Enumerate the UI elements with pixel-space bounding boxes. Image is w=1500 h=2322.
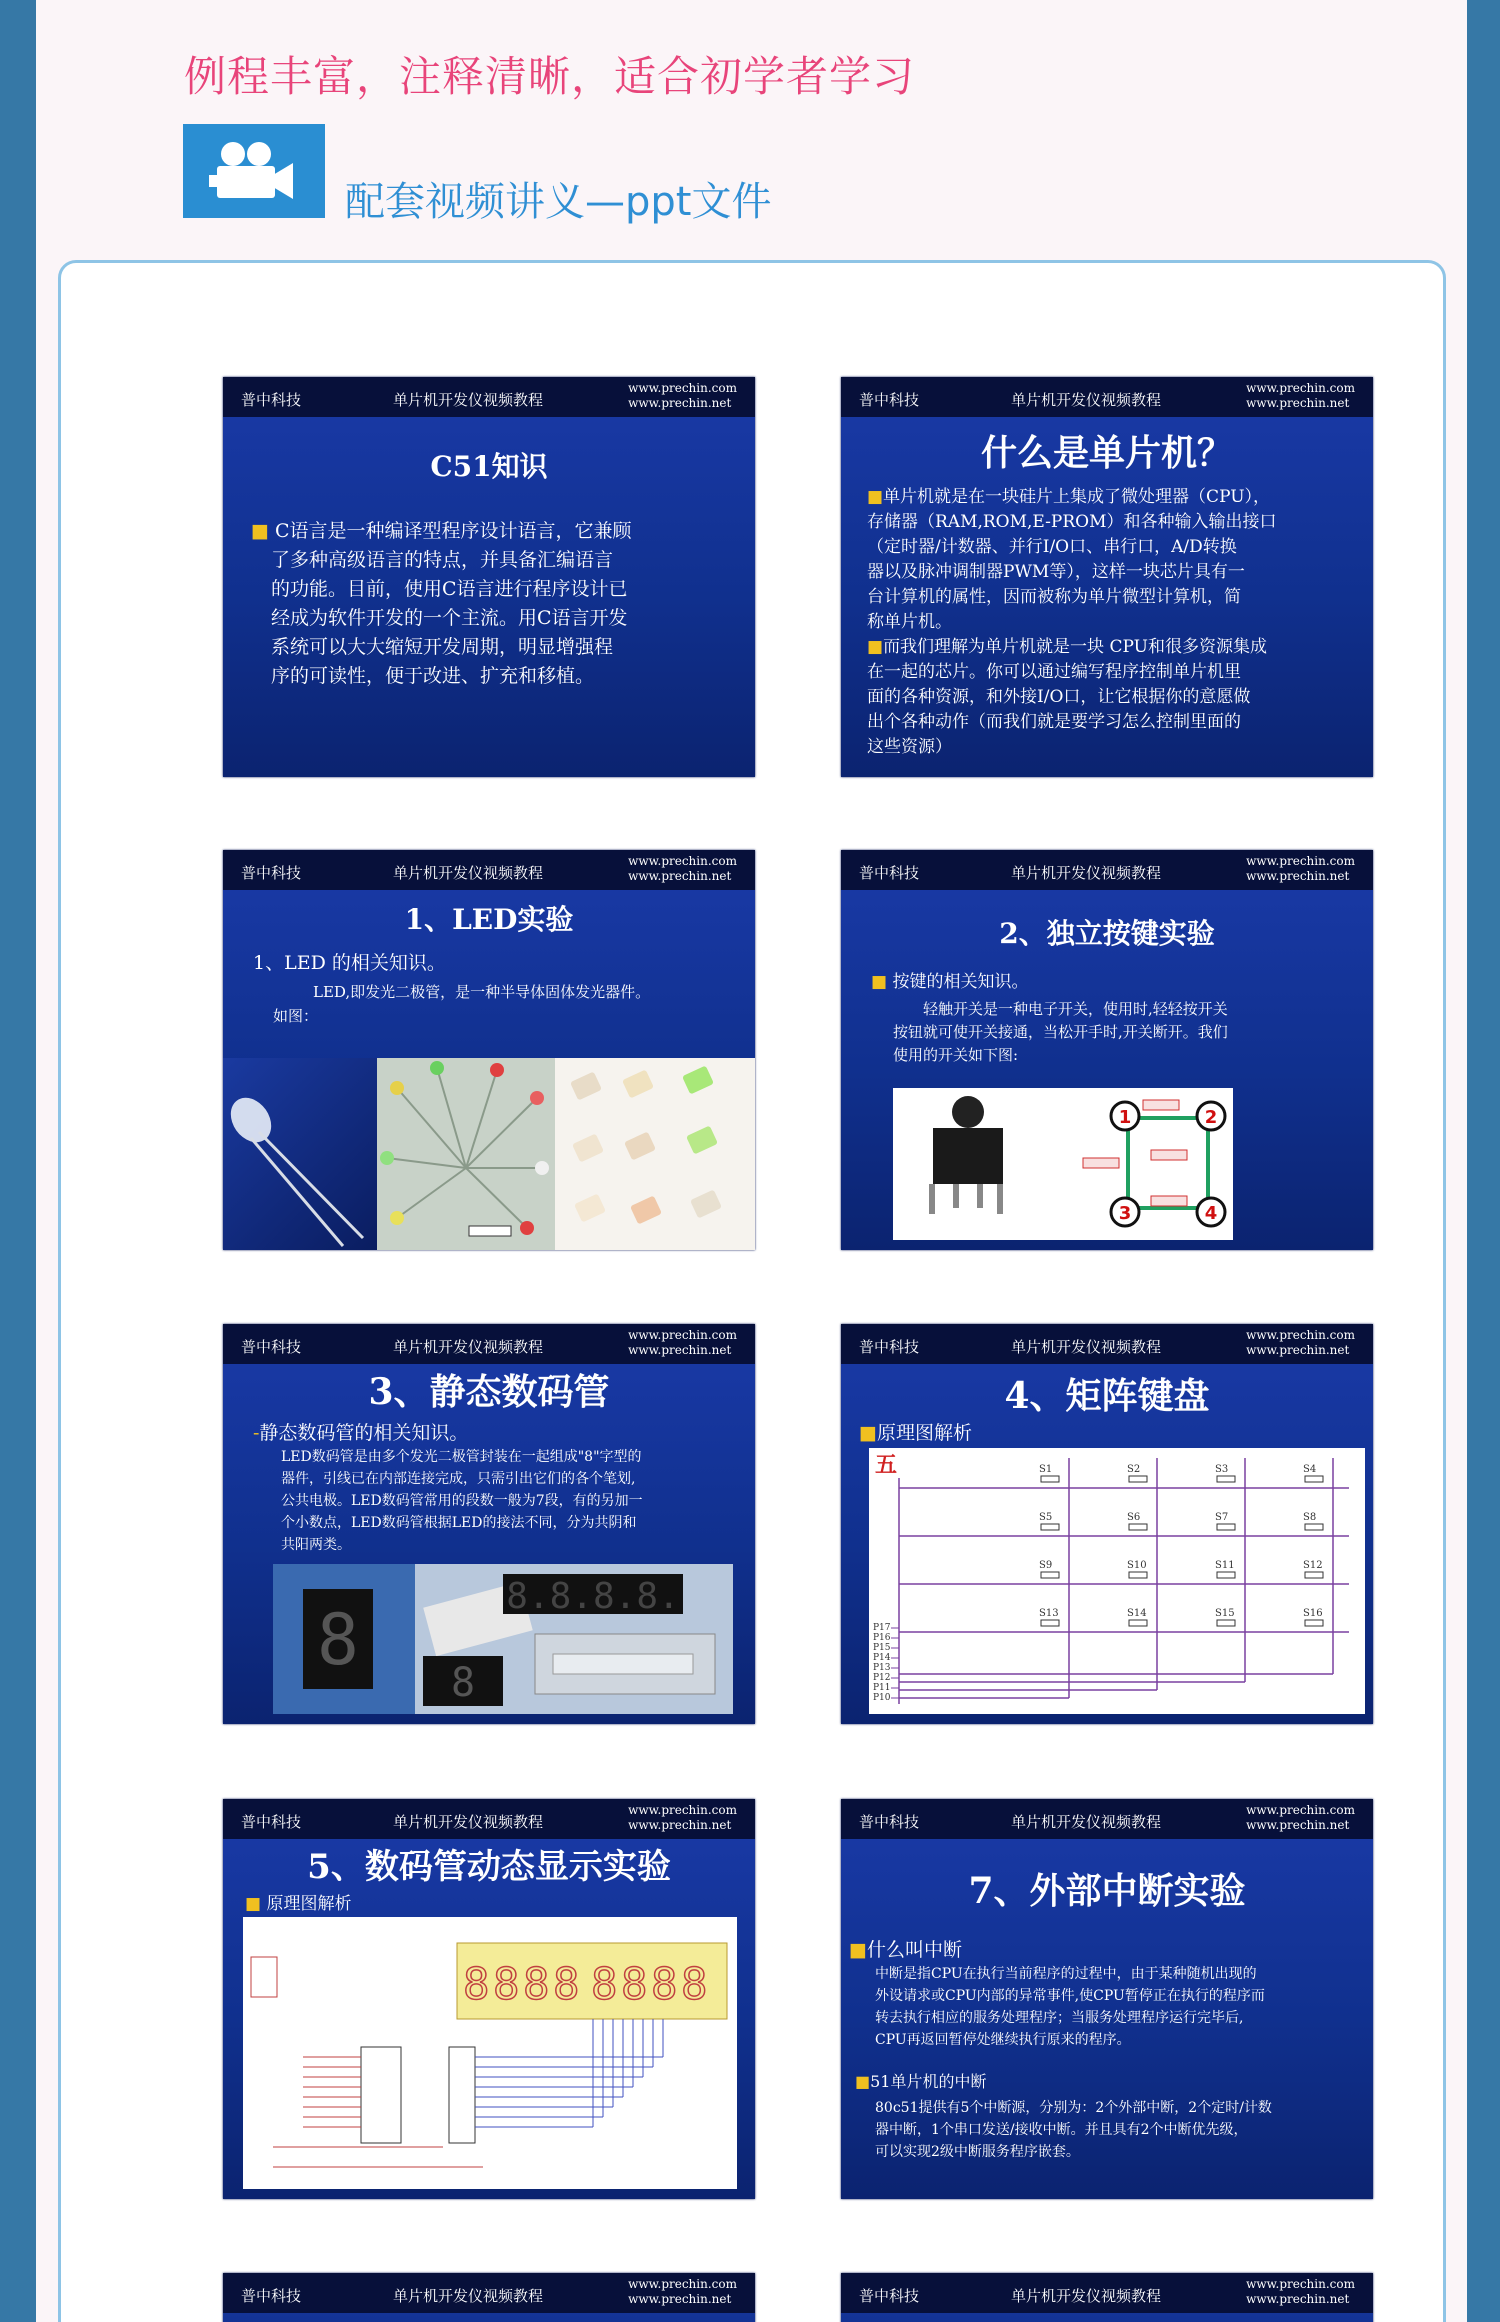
- slide-url: www.prechin.com www.prechin.net: [1246, 854, 1355, 883]
- seg-photo: [273, 1564, 733, 1714]
- slide-url: www.prechin.com www.prechin.net: [628, 1328, 737, 1357]
- slide-body: ■ C语言是一种编译型程序设计语言，它兼顾 了多种高级语言的特点，并具备汇编语言 的功能。目前，使用C语言进行程序设计已 经成为软件开发的一个主流。用C语言开发 系统可以大大缩短开发周期，明显增强程 序的可读性，便于改进、扩充和移植。: [251, 520, 632, 687]
- slide-course: 单片机开发仪视频教程: [393, 2287, 544, 2305]
- slide-header: [841, 1799, 1373, 1839]
- pin-label: P11: [873, 1683, 891, 1693]
- switch-label: S3: [1215, 1464, 1229, 1475]
- slide-title: 什么是单片机？: [980, 432, 1233, 474]
- switch-label: S13: [1039, 1608, 1059, 1619]
- slide-static-seg: [223, 1324, 755, 1724]
- slide-url: www.prechin.com www.prechin.net: [1246, 381, 1355, 410]
- svg-text:8: 8: [553, 1959, 580, 2010]
- switch-symbol: [1041, 1620, 1059, 1626]
- switch-label: S4: [1303, 1464, 1317, 1475]
- slide-brand: 普中科技: [859, 391, 920, 409]
- switch-symbol: [1305, 1476, 1323, 1482]
- slide-brand: 普中科技: [241, 391, 302, 409]
- slide-brand: 普中科技: [859, 1813, 920, 1831]
- slide-url: www.prechin.com www.prechin.net: [628, 854, 737, 883]
- slide-subtitle-1: ■什么叫中断: [849, 1939, 962, 1961]
- switch-symbol: [1129, 1476, 1147, 1482]
- pin-label: P10: [873, 1693, 891, 1703]
- slide-title: 1、LED实验: [404, 903, 574, 936]
- slide-url: www.prechin.com www.prechin.net: [1246, 1803, 1355, 1832]
- slide-header: [223, 1324, 755, 1364]
- slide-header: [841, 850, 1373, 890]
- slide-dynamic-seg: [223, 1799, 755, 2199]
- pin-label: P14: [873, 1653, 891, 1663]
- switch-symbol: [1217, 1476, 1235, 1482]
- slide-header: [223, 1799, 755, 1839]
- svg-text:8: 8: [591, 1959, 618, 2010]
- switch-label: S11: [1215, 1560, 1235, 1571]
- switch-symbol: [1129, 1524, 1147, 1530]
- slide-header: [841, 1324, 1373, 1364]
- led-photo-single: [223, 1058, 377, 1250]
- slide-matrix-key: [841, 1324, 1373, 1724]
- svg-text:2: 2: [1204, 1107, 1218, 1128]
- svg-text:8: 8: [621, 1959, 648, 2010]
- svg-text:3: 3: [1118, 1203, 1132, 1224]
- pin-label: P17: [873, 1623, 891, 1633]
- svg-text:8: 8: [681, 1959, 708, 2010]
- pin-label: P15: [873, 1643, 891, 1653]
- slide-interrupt: [841, 1799, 1373, 2199]
- switch-symbol: [1041, 1524, 1059, 1530]
- pin-label: P16: [873, 1633, 891, 1643]
- slide-title: 3、静态数码管: [368, 1371, 610, 1413]
- dynamic-seg-schematic: [243, 1917, 737, 2189]
- switch-label: S2: [1127, 1464, 1141, 1475]
- svg-text:8: 8: [316, 1599, 360, 1681]
- svg-text:8: 8: [463, 1959, 490, 2010]
- slide-subtitle-2: ■51单片机的中断: [855, 2072, 987, 2091]
- slide-subtitle: ■ 原理图解析: [245, 1894, 352, 1914]
- slide-body-2: 80c51提供有5个中断源，分别为：2个外部中断，2个定时/计数 器中断，1个串口发送/接收中断。并且具有2个中断优先级， 可以实现2级中断服务程序嵌套。: [875, 2100, 1272, 2160]
- slide-url: www.prechin.com www.prechin.net: [1246, 1328, 1355, 1357]
- slide-partial-left: [223, 2273, 755, 2322]
- svg-text:8.8.8.8.: 8.8.8.8.: [506, 1576, 680, 1617]
- switch-symbol: [1129, 1572, 1147, 1578]
- svg-text:8: 8: [523, 1959, 550, 2010]
- slide-brand: 普中科技: [859, 1338, 920, 1356]
- slide-title: 7、外部中断实验: [968, 1870, 1246, 1912]
- page: [36, 0, 1467, 2322]
- slides-panel: [58, 260, 1446, 2322]
- slide-course: 单片机开发仪视频教程: [393, 1813, 544, 1831]
- slide-brand: 普中科技: [859, 2287, 920, 2305]
- switch-label: S1: [1039, 1464, 1053, 1475]
- slide-led: [223, 850, 755, 1250]
- switch-label: S5: [1039, 1512, 1053, 1523]
- slide-course: 单片机开发仪视频教程: [1011, 1813, 1162, 1831]
- switch-symbol: [1305, 1572, 1323, 1578]
- slide-subtitle: 1、LED 的相关知识。: [253, 952, 446, 974]
- slide-course: 单片机开发仪视频教程: [393, 1338, 544, 1356]
- pin-label: P12: [873, 1673, 891, 1683]
- svg-text:8: 8: [651, 1959, 678, 2010]
- slide-course: 单片机开发仪视频教程: [1011, 391, 1162, 409]
- switch-symbol: [1129, 1620, 1147, 1626]
- slide-title: 5、数码管动态显示实验: [307, 1847, 671, 1887]
- switch-label: S7: [1215, 1512, 1229, 1523]
- matrix-schematic: [869, 1448, 1365, 1714]
- slide-brand: 普中科技: [241, 1338, 302, 1356]
- slide-header: [223, 850, 755, 890]
- slide-body-1: 中断是指CPU在执行当前程序的过程中，由于某种随机出现的 外设请求或CPU内部的异常事件,使CPU暂停正在执行的程序而 转去执行相应的服务处理程序；当服务处理程序运行完毕后, CPU再返回暂停处继续执行原来的程序。: [875, 1966, 1265, 2048]
- slide-what-is-mcu: [841, 377, 1373, 777]
- switch-symbol: [1305, 1620, 1323, 1626]
- slide-brand: 普中科技: [241, 864, 302, 882]
- slide-brand: 普中科技: [241, 2287, 302, 2305]
- switch-label: S6: [1127, 1512, 1141, 1523]
- slide-url: www.prechin.com www.prechin.net: [628, 1803, 737, 1832]
- slide-header: [841, 377, 1373, 417]
- switch-symbol: [1041, 1572, 1059, 1578]
- switch-label: S10: [1127, 1560, 1147, 1571]
- key-diagram: [893, 1088, 1233, 1240]
- slide-title: C51知识: [430, 450, 548, 483]
- slide-course: 单片机开发仪视频教程: [1011, 2287, 1162, 2305]
- led-photo-group: [377, 1058, 555, 1250]
- slide-url: www.prechin.com www.prechin.net: [1246, 2277, 1355, 2306]
- video-slides-title: 配套视频讲义—ppt文件: [345, 179, 772, 225]
- slide-body: 轻触开关是一种电子开关，使用时,轻轻按开关 按钮就可使开关接通，当松开手时,开关断开。我们 使用的开关如下图:: [893, 1000, 1228, 1064]
- switch-label: S12: [1303, 1560, 1323, 1571]
- pin-label: P13: [873, 1663, 891, 1673]
- switch-label: S15: [1215, 1608, 1235, 1619]
- slide-header: [223, 2273, 755, 2313]
- switch-symbol: [1041, 1476, 1059, 1482]
- slide-title: 4、矩阵键盘: [1004, 1375, 1210, 1417]
- slide-course: 单片机开发仪视频教程: [1011, 864, 1162, 882]
- slide-brand: 普中科技: [859, 864, 920, 882]
- svg-text:4: 4: [1204, 1203, 1218, 1224]
- slide-subtitle: ■ 按键的相关知识。: [871, 972, 1029, 992]
- switch-symbol: [1217, 1620, 1235, 1626]
- slide-url: www.prechin.com www.prechin.net: [628, 381, 737, 410]
- slide-course: 单片机开发仪视频教程: [1011, 1338, 1162, 1356]
- slide-course: 单片机开发仪视频教程: [393, 864, 544, 882]
- slide-course: 单片机开发仪视频教程: [393, 391, 544, 409]
- svg-text:五: 五: [875, 1452, 898, 1478]
- slide-subtitle: ■原理图解析: [859, 1422, 972, 1444]
- slide-body: LED,即发光二极管，是一种半导体固体发光器件。 如图：: [273, 983, 651, 1025]
- slide-body: LED数码管是由多个发光二极管封装在一起组成"8"字型的 器件，引线已在内部连接完成，只需引出它们的各个笔划, 公共电极。LED数码管常用的段数一般为7段，有的另加一 个小数点，LED数码管根据LED的接法不同，分为共阴和 共阳两类。: [281, 1449, 643, 1553]
- switch-symbol: [1217, 1572, 1235, 1578]
- video-camera-icon: [183, 124, 325, 218]
- svg-text:1: 1: [1118, 1107, 1132, 1128]
- switch-label: S16: [1303, 1608, 1323, 1619]
- led-photo-smd: [555, 1058, 755, 1250]
- slide-brand: 普中科技: [241, 1813, 302, 1831]
- slide-subtitle: -静态数码管的相关知识。: [253, 1422, 469, 1444]
- slide-title: 2、独立按键实验: [999, 917, 1215, 950]
- switch-label: S14: [1127, 1608, 1147, 1619]
- tagline: 例程丰富，注释清晰，适合初学者学习: [184, 52, 916, 101]
- switch-symbol: [1305, 1524, 1323, 1530]
- switch-label: S8: [1303, 1512, 1317, 1523]
- slide-url: www.prechin.com www.prechin.net: [628, 2277, 737, 2306]
- slide-body: ■单片机就是在一块硅片上集成了微处理器（CPU）， 存储器（RAM,ROM,E-PROM）和各种输入输出接口 （定时器/计数器、并行I/O口、串行口，A/D转换 器以及脉冲调制器PWM等），这样一块芯片具有一 台计算机的属性，因而被称为单片微型计算机，简 称单片机。 ■而我们理解为单片机就是一块 CPU和很多资源集成 在一起的芯片。你可以通过编写程序控制单片机里 面的各种资源，和外接I/O口，让它根据你的意愿做 出个各种动作（而我们就是要学习怎么控制里面的 这些资源）: [867, 487, 1277, 757]
- switch-label: S9: [1039, 1560, 1053, 1571]
- slide-c51: [223, 377, 755, 777]
- slide-partial-right: [841, 2273, 1373, 2322]
- slide-key: [841, 850, 1373, 1250]
- svg-text:8: 8: [493, 1959, 520, 2010]
- slide-header: [841, 2273, 1373, 2313]
- svg-text:8: 8: [450, 1660, 476, 1706]
- switch-symbol: [1217, 1524, 1235, 1530]
- slide-header: [223, 377, 755, 417]
